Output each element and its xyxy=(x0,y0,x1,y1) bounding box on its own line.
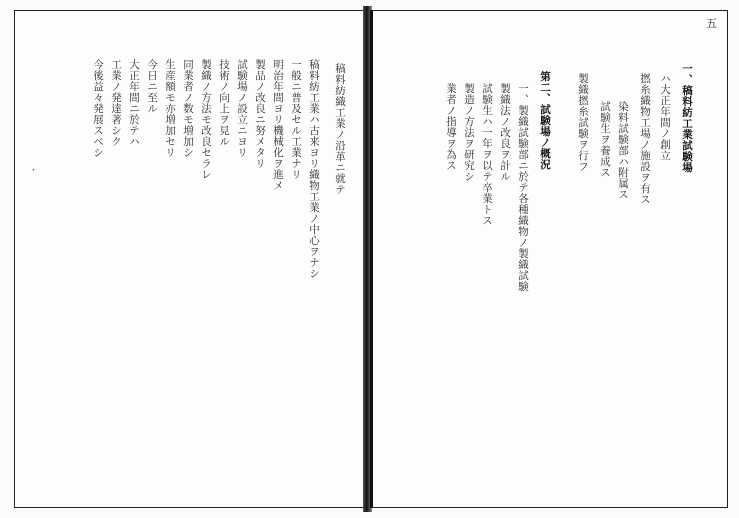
text-line: 業者ノ指導ヲ為ス xyxy=(445,83,457,171)
page-number: 五 xyxy=(706,17,717,30)
margin-dot: ・ xyxy=(29,166,39,176)
sub-heading: 第二、試験場ノ概況 xyxy=(539,71,551,170)
text-line: ハ大正年間ノ創立 xyxy=(659,73,671,161)
text-line: 製織撚糸試験ヲ行フ xyxy=(577,73,589,172)
text-line: 今日ニ至ル xyxy=(146,59,158,114)
text-line: 一般ニ普及セル工業ナリ xyxy=(290,59,302,180)
text-line: 生産額モ亦増加セリ xyxy=(164,59,176,158)
text-line: 製織ノ方法モ改良セラレ xyxy=(200,59,212,180)
text-line: 染料試験部ハ附属ス xyxy=(617,101,629,200)
text-line: 試験場ノ設立ニヨリ xyxy=(236,59,248,158)
text-line: 試験生ヲ養成ス xyxy=(599,101,611,178)
text-line: 工業ノ発達著シク xyxy=(110,59,122,147)
text-line: 同業者ノ数モ増加シ xyxy=(182,59,194,158)
left-page xyxy=(14,10,366,508)
text-line: 大正年間ニ於テハ xyxy=(128,59,140,147)
text-line: 製造ノ方法ヲ研究シ xyxy=(463,83,475,182)
section-heading: 一、稿料紡工業試験場 xyxy=(681,63,693,173)
text-line: 今後益々発展スベシ xyxy=(92,59,104,158)
text-line: 稿料紡織工業ノ沿革ニ就テ xyxy=(334,63,346,195)
text-line: 明治年間ヨリ機械化ヲ進メ xyxy=(272,59,284,191)
text-line: 製品ノ改良ニ努メタリ xyxy=(254,59,266,169)
text-line: 技術ノ向上ヲ見ル xyxy=(218,59,230,147)
text-line: 一、製織試験部ニ於テ各種織物ノ製織試験 xyxy=(517,83,529,292)
text-line: 稿料紡工業ハ古来ヨリ織物工業ノ中心ヲナシ xyxy=(308,59,320,279)
text-line: 製織法ノ改良ヲ計ル xyxy=(499,83,511,182)
text-line: 撚糸織物工場ノ施設ヲ有ス xyxy=(639,73,651,205)
text-line: 試験生ハ一年ヲ以テ卒業トス xyxy=(481,83,493,226)
right-page xyxy=(370,10,728,508)
